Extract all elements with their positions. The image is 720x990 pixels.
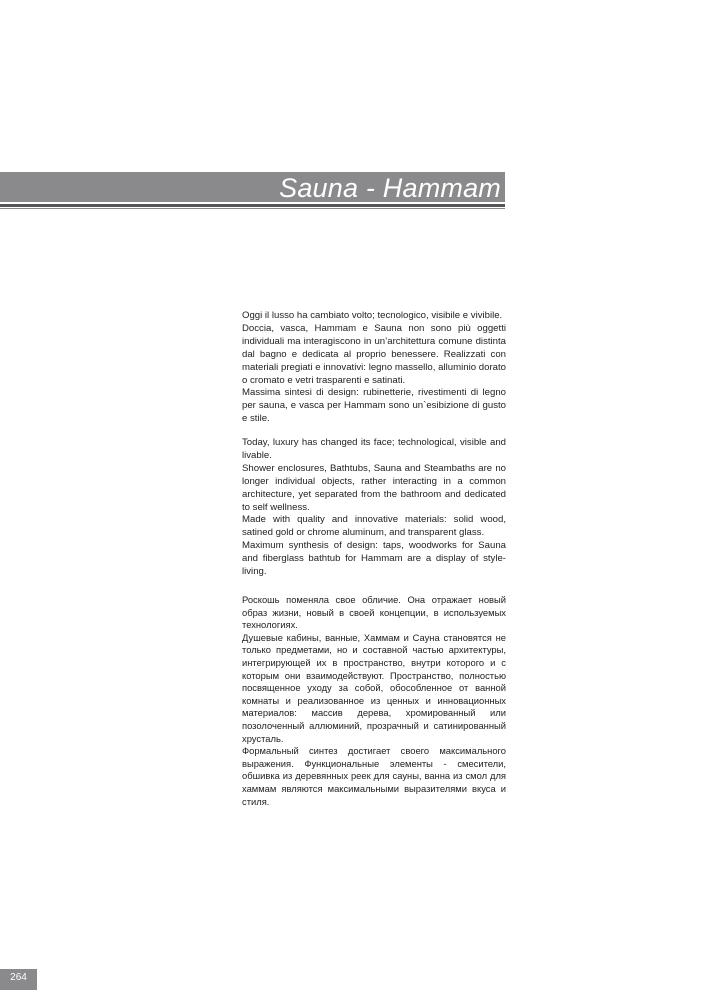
page-number: 264 [0, 969, 37, 990]
paragraph: Роскошь поменяла свое обличие. Она отражает новый образ жизни, новый в своей концепции, в используемых технологиях. [242, 594, 506, 631]
paragraph: Oggi il lusso ha cambiato volto; tecnologico, visibile e vivibile. [242, 310, 503, 321]
title-banner [0, 172, 505, 202]
paragraph: Made with quality and innovative materials: solid wood, satined gold or chrome aluminum, and transparent glass. [242, 514, 506, 539]
paragraph: Maximum synthesis of design: taps, woodworks for Sauna and fiberglass bathtub for Hammam are a display of style-living. [242, 540, 506, 578]
russian-text-block [242, 594, 506, 808]
italian-text-block [242, 310, 506, 426]
title-underline-thin [0, 208, 505, 209]
paragraph: Формальный синтез достигает своего максимального выражения. Функциональные элементы - смесители, обшивка из деревянных реек для сауны, ванна из смол для хаммам являются максимальными выразителями вкуса и стиля. [242, 745, 506, 807]
page-title: Sauna - Hammam [279, 173, 501, 203]
english-text-block [242, 437, 506, 579]
paragraph: Душевые кабины, ванные, Хаммам и Сауна становятся не только предметами, но и составной частью архитектуры, интегрирующей их в пространство, внутри которого и с которым они взаимодействуют. Пространство, полностью посвященное уходу за собой, обособленное от ванной комнаты и реализованное из ценных и инновационных материалов: массив дерева, хромированный или позолоченный аллюминий, прозрачный и сатинированный хрусталь. [242, 631, 506, 744]
paragraph: Today, luxury has changed its face; technological, visible and livable. [242, 437, 506, 461]
paragraph: Shower enclosures, Bathtubs, Sauna and Steambaths are no longer individual objects, rather interacting in a common architecture, yet separated from the bathroom and dedicated to self wellness. [242, 462, 506, 513]
paragraph: Massima sintesi di design: rubinetterie, rivestimenti di legno per sauna, e vasca per Hammam sono un`esibizione di gusto e stile. [242, 387, 506, 425]
paragraph: Doccia, vasca, Hammam e Sauna non sono più oggetti individuali ma interagiscono in un’architettura comune distinta dal bagno e dedicata al proprio benessere. Realizzati con materiali pregiati e innovativi: legno massello, alluminio dorato o cromato e vetri trasparenti e satinati. [242, 322, 506, 386]
title-underline-thick [0, 204, 505, 207]
